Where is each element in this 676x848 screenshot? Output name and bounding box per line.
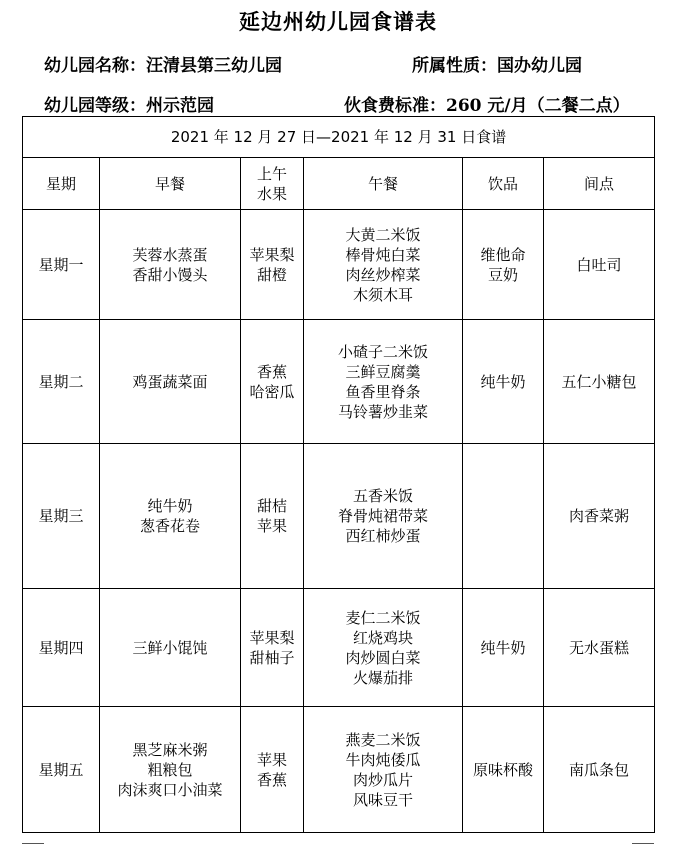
kindergarten-nature <box>412 51 582 76</box>
cell-drink-line: 纯牛奶 <box>480 638 526 657</box>
cell-drink <box>463 707 544 833</box>
cell-snack <box>544 210 655 320</box>
cell-lunch <box>304 210 463 320</box>
cell-lunch-line: 牛肉炖倭瓜 <box>345 750 421 769</box>
cell-lunch-line: 肉丝炒榨菜 <box>345 265 421 284</box>
cell-lunch-line: 五香米饭 <box>352 487 413 505</box>
date-range: 2021 年 12 月 27 日—2021 年 12 月 31 日食谱 <box>23 117 655 158</box>
cell-fruit-line: 香蕉 <box>256 362 287 381</box>
table-row <box>23 444 655 589</box>
cell-breakfast-line: 肉沫爽口小油菜 <box>117 780 223 799</box>
cell-fruit-line: 甜桔 <box>256 497 287 515</box>
cell-lunch-line: 脊骨炖裙带菜 <box>337 507 428 525</box>
table-row <box>23 707 655 833</box>
kindergarten-nature-value: 国办幼儿园 <box>497 56 582 76</box>
kindergarten-nature-label: 所属性质： <box>412 56 497 76</box>
cell-day: 星期二 <box>23 320 100 444</box>
cell-breakfast <box>100 210 241 320</box>
cell-snack <box>544 589 655 707</box>
kindergarten-level <box>44 91 214 116</box>
cell-fruit <box>241 320 304 444</box>
cell-breakfast-line: 黑芝麻米粥 <box>132 740 208 759</box>
cell-lunch-line: 木须木耳 <box>352 285 413 304</box>
meal-fee <box>344 91 630 116</box>
cell-lunch-line: 麦仁二米饭 <box>345 608 421 627</box>
table-row <box>23 210 655 320</box>
header-lunch: 午餐 <box>304 158 463 210</box>
kindergarten-level-label: 幼儿园等级： <box>44 96 146 116</box>
cell-breakfast-line: 葱香花卷 <box>139 517 200 535</box>
cell-day: 星期四 <box>23 589 100 707</box>
kindergarten-name-value: 汪清县第三幼儿园 <box>146 56 282 76</box>
cell-fruit-line: 苹果 <box>256 750 287 769</box>
cell-fruit <box>241 444 304 589</box>
cell-lunch-line: 小碴子二米饭 <box>337 342 428 361</box>
cell-breakfast <box>100 707 241 833</box>
cell-lunch-line: 大黄二米饭 <box>345 225 421 244</box>
cell-snack-line: 无水蛋糕 <box>569 638 630 657</box>
meal-fee-value: 260 元/月（二餐二点） <box>446 96 630 116</box>
cell-lunch <box>304 444 463 589</box>
cell-lunch <box>304 320 463 444</box>
cell-drink-line: 维他命 <box>480 245 526 264</box>
cell-breakfast <box>100 320 241 444</box>
cell-lunch-line: 火爆茄排 <box>352 668 413 687</box>
cell-drink <box>463 444 544 589</box>
cell-drink <box>463 320 544 444</box>
cell-breakfast-line: 香甜小馒头 <box>132 265 208 284</box>
cell-fruit-line: 哈密瓜 <box>249 382 295 401</box>
cell-day: 星期三 <box>23 444 100 589</box>
cell-breakfast-line: 粗粮包 <box>147 760 193 779</box>
cell-snack <box>544 707 655 833</box>
cell-fruit-line: 苹果梨 <box>249 628 295 647</box>
cell-lunch-line: 西红柿炒蛋 <box>345 527 421 545</box>
cell-snack <box>544 320 655 444</box>
header-breakfast: 早餐 <box>100 158 241 210</box>
cell-lunch-line: 红烧鸡块 <box>352 628 413 647</box>
header-snack: 间点 <box>544 158 655 210</box>
kindergarten-name <box>44 51 282 76</box>
page-edge-mark <box>22 843 44 844</box>
cell-breakfast-line: 三鲜小馄饨 <box>132 638 208 657</box>
cell-fruit-line: 甜橙 <box>256 265 287 284</box>
cell-lunch <box>304 707 463 833</box>
cell-lunch-line: 三鲜豆腐羹 <box>345 362 421 381</box>
cell-drink-line: 原味杯酸 <box>472 760 533 779</box>
cell-lunch-line: 风味豆干 <box>352 790 413 809</box>
cell-breakfast <box>100 444 241 589</box>
header-fruit-line1: 上午 <box>256 164 287 183</box>
cell-drink <box>463 210 544 320</box>
header-fruit-line2: 水果 <box>256 184 287 203</box>
cell-drink-line: 纯牛奶 <box>480 372 526 391</box>
header-day: 星期 <box>23 158 100 210</box>
kindergarten-level-value: 州示范园 <box>146 96 214 116</box>
cell-snack <box>544 444 655 589</box>
kindergarten-name-label: 幼儿园名称： <box>44 56 146 76</box>
cell-lunch-line: 鱼香里脊条 <box>345 382 421 401</box>
cell-lunch-line: 燕麦二米饭 <box>345 730 421 749</box>
page-edge-mark <box>632 843 654 844</box>
cell-snack-line: 五仁小糖包 <box>561 372 637 391</box>
cell-snack-line: 肉香菜粥 <box>569 507 630 525</box>
cell-fruit <box>241 589 304 707</box>
cell-snack-line: 南瓜条包 <box>569 760 630 779</box>
cell-fruit-line: 苹果 <box>256 517 287 535</box>
cell-drink <box>463 589 544 707</box>
cell-lunch-line: 肉炒圆白菜 <box>345 648 421 667</box>
cell-breakfast <box>100 589 241 707</box>
cell-fruit <box>241 707 304 833</box>
header-row <box>23 158 655 210</box>
meal-fee-label: 伙食费标准： <box>344 96 446 116</box>
date-range-row <box>23 117 655 158</box>
page-title: 延边州幼儿园食谱表 <box>239 9 437 34</box>
cell-day: 星期一 <box>23 210 100 320</box>
table-row <box>23 589 655 707</box>
cell-fruit-line: 苹果梨 <box>249 245 295 264</box>
cell-drink-line: 豆奶 <box>487 265 518 284</box>
cell-day: 星期五 <box>23 707 100 833</box>
cell-breakfast-line: 纯牛奶 <box>147 497 193 515</box>
cell-lunch-line: 马铃薯炒韭菜 <box>337 402 428 421</box>
cell-fruit-line: 香蕉 <box>256 770 287 789</box>
cell-lunch-line: 肉炒瓜片 <box>352 770 413 789</box>
header-drink: 饮品 <box>463 158 544 210</box>
cell-fruit <box>241 210 304 320</box>
cell-breakfast-line: 芙蓉水蒸蛋 <box>132 245 208 264</box>
cell-fruit-line: 甜柚子 <box>249 648 295 667</box>
menu-table <box>22 116 655 833</box>
cell-lunch-line: 棒骨炖白菜 <box>345 245 421 264</box>
cell-lunch <box>304 589 463 707</box>
cell-breakfast-line: 鸡蛋蔬菜面 <box>132 372 208 391</box>
cell-snack-line: 白吐司 <box>576 255 622 274</box>
header-fruit <box>241 158 304 210</box>
table-row <box>23 320 655 444</box>
